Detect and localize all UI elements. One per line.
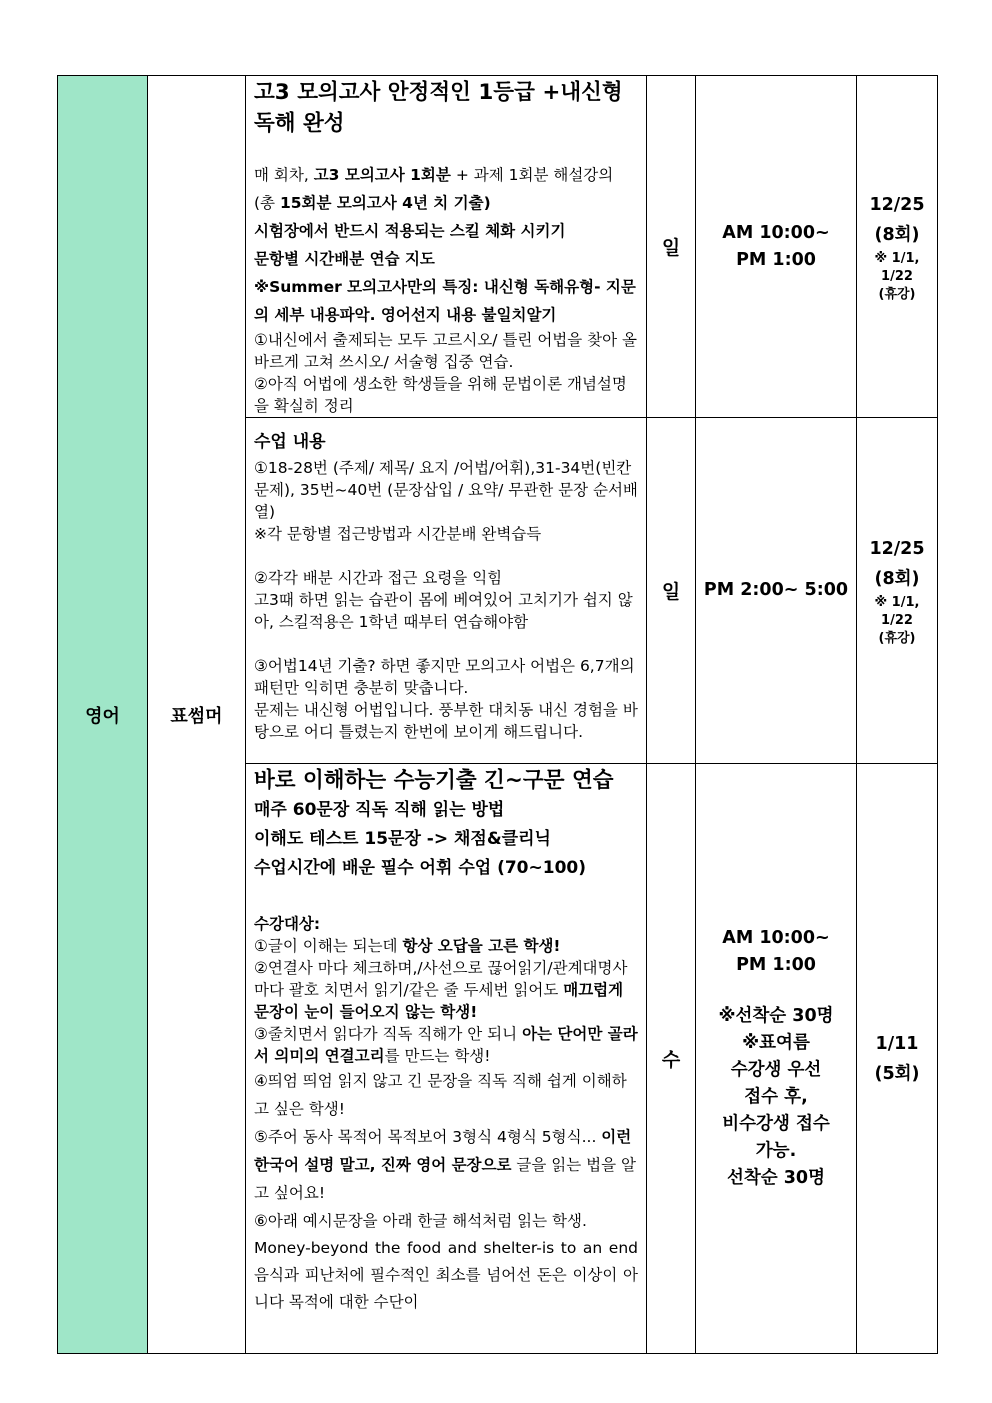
- table-row: [58, 76, 938, 418]
- start-date: 1/11: [875, 1033, 919, 1054]
- time-range: PM 2:00~ 5:00: [703, 580, 849, 600]
- course-text: 이해도 테스트 15문장 -> 채점&클리닉: [254, 829, 551, 849]
- enrollment-notice: ※선착순 30명: [718, 1006, 834, 1026]
- target-heading: 수강대상:: [254, 915, 321, 933]
- session-count: (8회): [874, 568, 920, 589]
- target-item: ④띄엄 띄엄 읽지 않고 긴 문장을 직독 직해 쉽게 이해하고 싶은 학생!: [254, 1072, 627, 1118]
- time-cell: [696, 76, 857, 418]
- subject-cell: [58, 76, 148, 1354]
- time-end: PM 1:00: [736, 955, 816, 975]
- course-description: [246, 764, 647, 1354]
- course-text: ②아직 어법에 생소한 학생들을 위해 문법이론 개념설명을 확실히 정리: [254, 375, 627, 415]
- target-item: ①글이 이해는 되는데 항상 오답을 고른 학생!: [254, 937, 561, 955]
- session-count: (8회): [874, 224, 920, 245]
- holiday-note: 1/22: [881, 612, 913, 628]
- date-cell: [857, 418, 938, 764]
- day-label: 일: [661, 581, 681, 603]
- course-description: [246, 418, 647, 764]
- day-cell: [647, 764, 696, 1354]
- date-cell: [857, 76, 938, 418]
- date-cell: [857, 764, 938, 1354]
- course-text: ※Summer 모의고사만의 특징: 내신형 독해유형- 지문의 세부 내용파악. 영어선지 내용 불일치알기: [254, 278, 636, 324]
- enrollment-notice: 선착순 30명: [726, 1168, 826, 1188]
- holiday-note: (휴강): [878, 630, 916, 646]
- day-cell: [647, 418, 696, 764]
- course-text: 문항별 시간배분 연습 지도: [254, 250, 435, 268]
- course-description: [246, 76, 647, 418]
- course-text: 문제는 내신형 어법입니다. 풍부한 대치동 내신 경험을 바탕으로 어디 틀렸는지 한번에 보이게 해드립니다.: [254, 701, 638, 741]
- target-item: ⑤주어 동사 목적어 목적보어 3형식 4형식 5형식... 이런 한국어 설명 말고, 진짜 영어 문장으로 글을 읽는 법을 알고 싶어요!: [254, 1128, 636, 1202]
- teacher-name: 표썸머: [170, 705, 223, 727]
- course-text: 시험장에서 반드시 적용되는 스킬 체화 시키기: [254, 222, 566, 240]
- course-text: 매 회차, 고3 모의고사 1회분 + 과제 1회분 해설강의 (총 15회분 모의고사 4년 치 기출): [254, 166, 614, 212]
- course-title: 바로 이해하는 수능기출 긴~구문 연습: [254, 768, 614, 793]
- enrollment-notice: 가능.: [755, 1141, 797, 1161]
- target-item: ②연결사 마다 체크하며,/사선으로 끊어읽기/관계대명사마다 괄호 치면서 읽기/같은 줄 두세번 읽어도 매끄럽게 문장이 눈이 들어오지 않는 학생!: [254, 959, 628, 1021]
- time-start: AM 10:00~: [722, 222, 830, 243]
- course-text: ①내신에서 출제되는 모두 고르시오/ 틀린 어법을 찾아 올바르게 고쳐 쓰시오/ 서술형 집중 연습.: [254, 331, 638, 371]
- course-heading: 수업 내용: [254, 432, 326, 452]
- example-sentence: Money-beyond the food and shelter-is to an end음식과 피난처에 필수적인 최소를 넘어선 돈은 이상이 아니다 목적에 대한 수단이: [254, 1239, 638, 1311]
- day-label: 수: [661, 1049, 681, 1071]
- holiday-note: ※ 1/1,: [874, 250, 920, 266]
- start-date: 12/25: [869, 538, 925, 559]
- time-end: PM 1:00: [736, 249, 816, 270]
- day-label: 일: [661, 237, 681, 259]
- start-date: 12/25: [869, 194, 925, 215]
- schedule-table: [57, 75, 938, 1354]
- enrollment-notice: 수강생 우선: [730, 1060, 822, 1080]
- course-text: 수업시간에 배운 필수 어휘 수업 (70~100): [254, 858, 587, 878]
- course-text: 매주 60문장 직독 직해 읽는 방법: [254, 800, 505, 820]
- time-cell: [696, 418, 857, 764]
- course-text: 고3때 하면 읽는 습관이 몸에 베여있어 고치기가 쉽지 않아, 스킬적용은 1학년 때부터 연습해야함: [254, 591, 633, 631]
- enrollment-notice: 접수 후,: [744, 1087, 808, 1107]
- session-count: (5회): [874, 1063, 920, 1084]
- holiday-note: 1/22: [881, 268, 913, 284]
- holiday-note: ※ 1/1,: [874, 594, 920, 610]
- course-text: ②각각 배분 시간과 접근 요령을 익힘: [254, 569, 503, 587]
- course-text: ①18-28번 (주제/ 제목/ 요지 /어법/어휘),31-34번(빈칸 문제), 35번~40번 (문장삽입 / 요약/ 무관한 문장 순서배열): [254, 459, 638, 521]
- subject-label: 영어: [85, 705, 120, 727]
- target-item: ⑥아래 예시문장을 아래 한글 해석처럼 읽는 학생.: [254, 1212, 587, 1230]
- time-cell: [696, 764, 857, 1354]
- target-item: ③줄치면서 읽다가 직독 직해가 안 되니 아는 단어만 골라서 의미의 연결고리를 만드는 학생!: [254, 1025, 638, 1065]
- enrollment-notice: 비수강생 접수: [722, 1114, 830, 1134]
- time-start: AM 10:00~: [722, 928, 830, 948]
- holiday-note: (휴강): [878, 286, 916, 302]
- course-text: ③어법14년 기출? 하면 좋지만 모의고사 어법은 6,7개의 패턴만 익히면 충분히 맞춥니다.: [254, 657, 635, 697]
- course-title: 고3 모의고사 안정적인 1등급 +내신형 독해 완성: [254, 80, 623, 136]
- teacher-cell: [148, 76, 246, 1354]
- course-text: ※각 문항별 접근방법과 시간분배 완벽습득: [254, 525, 542, 543]
- day-cell: [647, 76, 696, 418]
- enrollment-notice: ※표여름: [742, 1033, 810, 1053]
